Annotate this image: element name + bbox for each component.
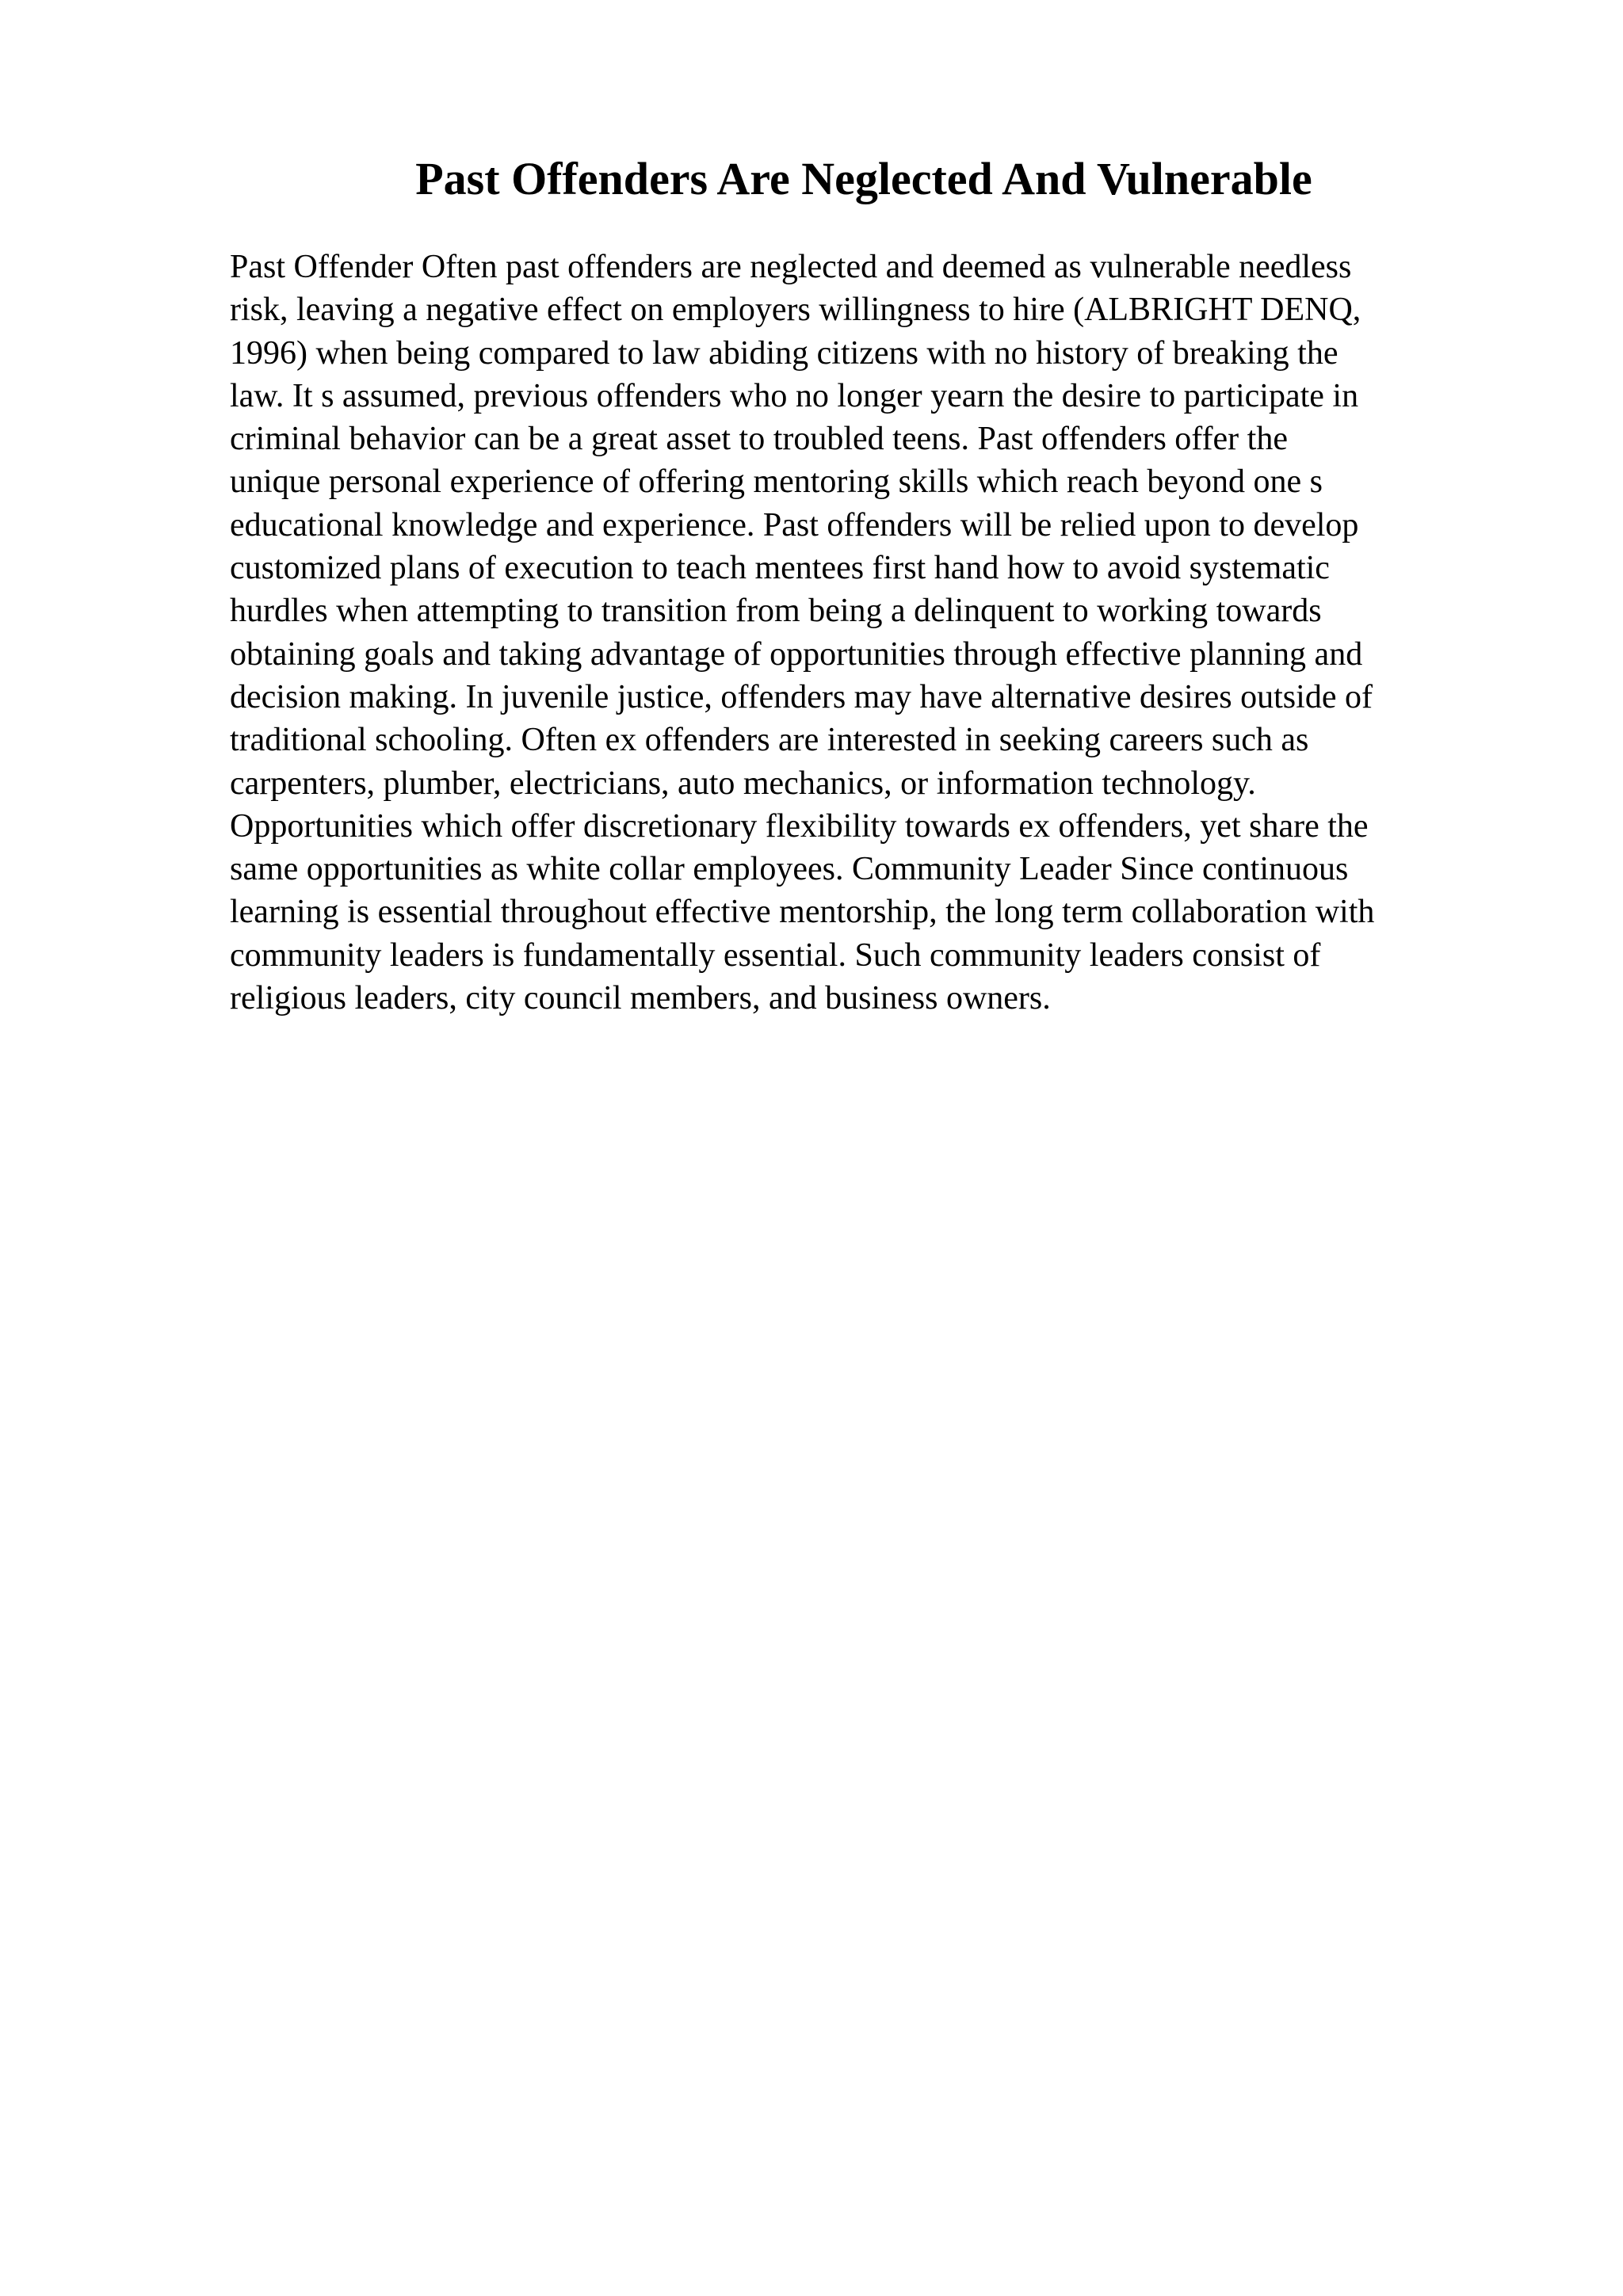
body-line: customized plans of execution to teach mentees first hand how to avoid systematic <box>230 550 1330 587</box>
body-line: Opportunities which offer discretionary flexibility towards ex offenders, yet share the <box>230 807 1369 845</box>
body-line: Past Offender Often past offenders are neglected and deemed as vulnerable needless <box>230 249 1352 285</box>
body-line: hurdles when attempting to transition from being a delinquent to working towards <box>230 593 1322 630</box>
body-line: 1996) when being compared to law abiding citizens with no history of breaking the <box>230 334 1338 372</box>
body-line: unique personal experience of offering mentoring skills which reach beyond one s <box>230 463 1323 501</box>
document-title: Past Offenders Are Neglected And Vulnerable <box>415 153 1312 204</box>
body-line: learning is essential throughout effective mentorship, the long term collaboration with <box>230 894 1375 931</box>
body-line: educational knowledge and experience. Past offenders will be relied upon to develop <box>230 506 1359 543</box>
body-line: obtaining goals and taking advantage of opportunities through effective planning and <box>230 635 1363 673</box>
body-line: criminal behavior can be a great asset to troubled teens. Past offenders offer the <box>230 421 1288 458</box>
body-line: carpenters, plumber, electricians, auto mechanics, or information technology. <box>230 765 1256 802</box>
body-line: traditional schooling. Often ex offenders are interested in seeking careers such as <box>230 722 1309 759</box>
body-line: religious leaders, city council members, and business owners. <box>230 980 1051 1017</box>
body-line: community leaders is fundamentally essential. Such community leaders consist of <box>230 936 1321 974</box>
body-line: law. It s assumed, previous offenders who no longer yearn the desire to participate in <box>230 377 1359 414</box>
body-line: risk, leaving a negative effect on employers willingness to hire (ALBRIGHT DENQ, <box>230 292 1361 329</box>
body-line: decision making. In juvenile justice, offenders may have alternative desires outside of <box>230 678 1373 715</box>
document-body <box>230 246 1514 1020</box>
body-line: same opportunities as white collar employees. Community Leader Since continuous <box>230 851 1349 888</box>
